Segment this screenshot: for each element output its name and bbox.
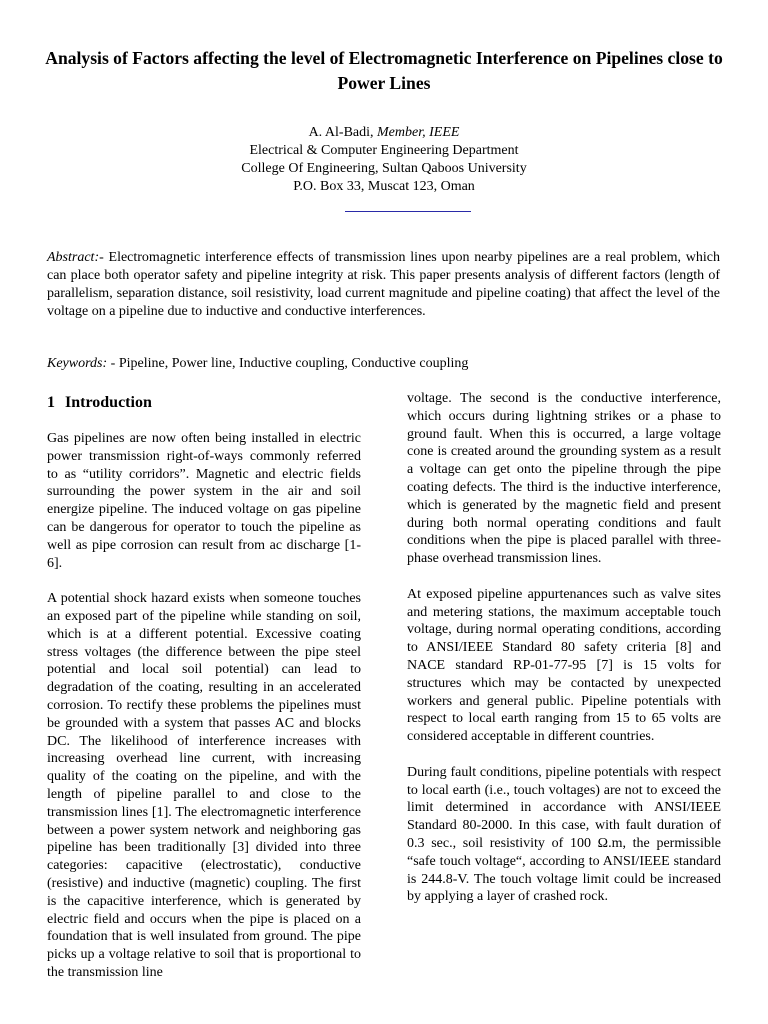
body-paragraph: A potential shock hazard exists when someone touches an exposed part of the pipeline while standing on soil, which is at a different potential. Excessive coating stress voltages (the difference between the pipe steel potential and local soil potential) can lead to degradation of the coating, resulting in an accelerated corrosion. To rectify these problems the pipelines must be grounded with a system that passes AC and blocks DC. The likelihood of interference increases with increasing overhead line current, with increasing quality of the coating on the pipeline, and with the length of pipeline parallel to and close to the transmission lines [1]. The electromagnetic interference between a power system network and neighboring gas pipeline has been traditionally [3] divided into three categories: capacitive (electrostatic), conductive (resistive) and inductive (magnetic) coupling. The first is the capacitive interference, which is generated by electric field and occurs when the pipe is placed on a foundation that is well insulated from ground. The pipe picks up a voltage relative to soil that is proportional to the transmission line xyxy=(47,591,361,980)
body-paragraph: During fault conditions, pipeline potentials with respect to local earth (i.e., touch voltages) are not to exceed the limit determined in accordance with ANSI/IEEE Standard 80-2000. In this case, with fault duration of 0.3 sec., soil resistivity of 100 Ω.m, the permissible “safe touch voltage“, according to ANSI/IEEE standard is 244.8-V. The touch voltage limit could be increased by applying a layer of crashed rock. xyxy=(407,764,721,905)
right-column xyxy=(407,390,721,924)
author-name: A. Al-Badi, xyxy=(308,125,378,140)
section-heading xyxy=(47,392,152,414)
author-institution: College Of Engineering, Sultan Qaboos University xyxy=(241,161,527,176)
abstract-text: Electromagnetic interference effects of transmission lines upon nearby pipelines are a real problem, which can place both operator safety and pipeline integrity at risk. This paper presents analysis of different factors (length of parallelism, separation distance, soil resistivity, load current magnitude and pipeline coating) that affect the level of the voltage on a pipeline due to inductive and conductive interferences. xyxy=(47,250,720,319)
section-number: 1 xyxy=(47,394,55,411)
keywords-label: Keywords: xyxy=(47,356,108,371)
author-block xyxy=(60,124,708,196)
body-paragraph: Gas pipelines are now often being installed in electric power transmission right-of-ways commonly referred to as “utility corridors”. Magnetic and electric fields surrounding the power system in the air and soil energize pipeline. The induced voltage on gas pipeline can be dangerous for operator to touch the pipeline as well as pipe corrosion can result from ac discharge [1-6]. xyxy=(47,431,361,571)
author-email-rule xyxy=(345,211,471,212)
author-role: Member, IEEE xyxy=(377,125,460,140)
paper-title: Analysis of Factors affecting the level of Electromagnetic Interference on Pipelines close to Power Lines xyxy=(45,48,723,93)
body-paragraph: voltage. The second is the conductive interference, which occurs during lightning strikes or a phase to ground fault. When this is occurred, a large voltage cone is created around the grounding system as a result a voltage can get onto the pipeline through the pipe coating defects. The third is the inductive interference, which is generated by the magnetic field and present during both normal operating conditions and fault conditions when the pipe is placed parallel with three-phase overhead transmission lines. xyxy=(407,391,721,567)
abstract-label: Abstract:- xyxy=(47,250,104,265)
keywords xyxy=(47,355,720,373)
keywords-text: - Pipeline, Power line, Inductive coupling, Conductive coupling xyxy=(107,356,469,371)
abstract xyxy=(47,249,720,321)
author-line xyxy=(60,124,708,142)
section-title: Introduction xyxy=(65,394,152,411)
body-paragraph: At exposed pipeline appurtenances such as valve sites and metering stations, the maximum acceptable touch voltage, during normal operating conditions, according to ANSI/IEEE Standard 80 safety criteria [8] and NACE standard RP-01-77-95 [7] is 15 volts for structures which may be contacted by unexpected workers and general public. Pipeline potentials with respect to local earth ranging from 15 to 65 volts are considered acceptable in different countries. xyxy=(407,586,721,745)
author-department: Electrical & Computer Engineering Department xyxy=(249,143,519,158)
author-address: P.O. Box 33, Muscat 123, Oman xyxy=(293,179,475,194)
left-column xyxy=(47,430,361,1000)
